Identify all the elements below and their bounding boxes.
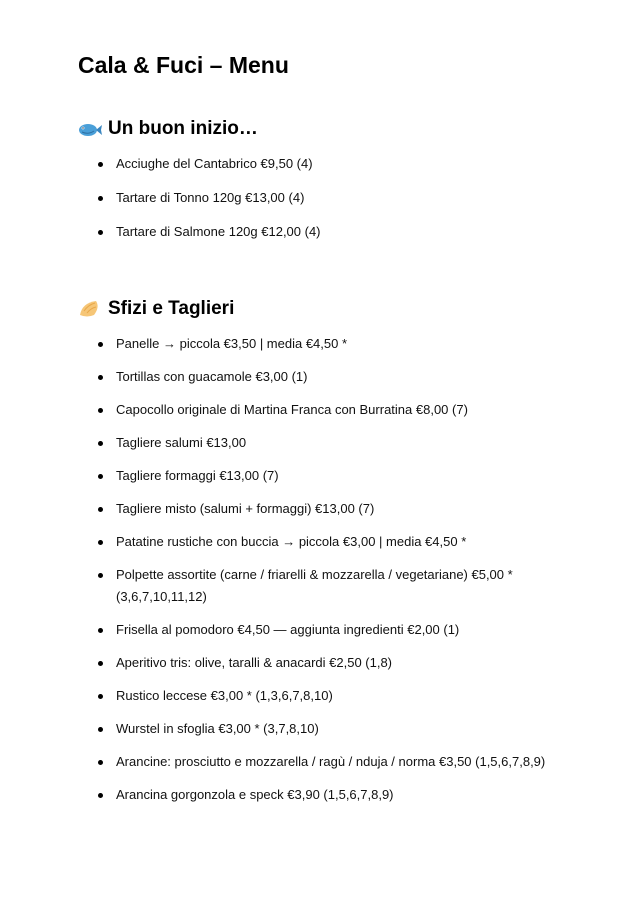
page-title: Cala & Fuci – Menu [78, 52, 289, 78]
dumpling-icon [78, 299, 102, 319]
list-item: Capocollo originale di Martina Franca con Burratina €8,00 (7) [96, 399, 596, 421]
list-item: Frisella al pomodoro €4,50 — aggiunta ingredienti €2,00 (1) [96, 619, 596, 641]
list-item: Panelle → piccola €3,50 | media €4,50 * [96, 333, 596, 355]
list-item: Tartare di Salmone 120g €12,00 (4) [96, 221, 596, 243]
list-item: Tortillas con guacamole €3,00 (1) [96, 366, 596, 388]
section-title: Un buon inizio… [108, 118, 258, 139]
list-item: Wurstel in sfoglia €3,00 * (3,7,8,10) [96, 718, 596, 740]
list-item: Aperitivo tris: olive, taralli & anacardi €2,50 (1,8) [96, 652, 596, 674]
section-heading-snacks [78, 298, 234, 320]
fish-icon [78, 119, 102, 139]
list-item: Rustico leccese €3,00 * (1,3,6,7,8,10) [96, 685, 596, 707]
section-heading-starters [78, 118, 258, 140]
snacks-list [96, 333, 596, 806]
list-item: Tagliere misto (salumi + formaggi) €13,00 (7) [96, 498, 596, 520]
list-item: Tagliere formaggi €13,00 (7) [96, 465, 596, 487]
list-item: Polpette assortite (carne / friarelli & mozzarella / vegetariane) €5,00 * (3,6,7,10,11,12) [96, 564, 526, 608]
list-item: Acciughe del Cantabrico €9,50 (4) [96, 153, 596, 175]
list-item: Arancine: prosciutto e mozzarella / ragù / nduja / norma €3,50 (1,5,6,7,8,9) [96, 751, 596, 773]
list-item: Tartare di Tonno 120g €13,00 (4) [96, 187, 596, 209]
section-title: Sfizi e Taglieri [108, 298, 235, 319]
starters-list [96, 153, 596, 243]
list-item: Arancina gorgonzola e speck €3,90 (1,5,6,7,8,9) [96, 784, 596, 806]
list-item: Patatine rustiche con buccia → piccola €3,00 | media €4,50 * [96, 531, 596, 553]
list-item: Tagliere salumi €13,00 [96, 432, 596, 454]
